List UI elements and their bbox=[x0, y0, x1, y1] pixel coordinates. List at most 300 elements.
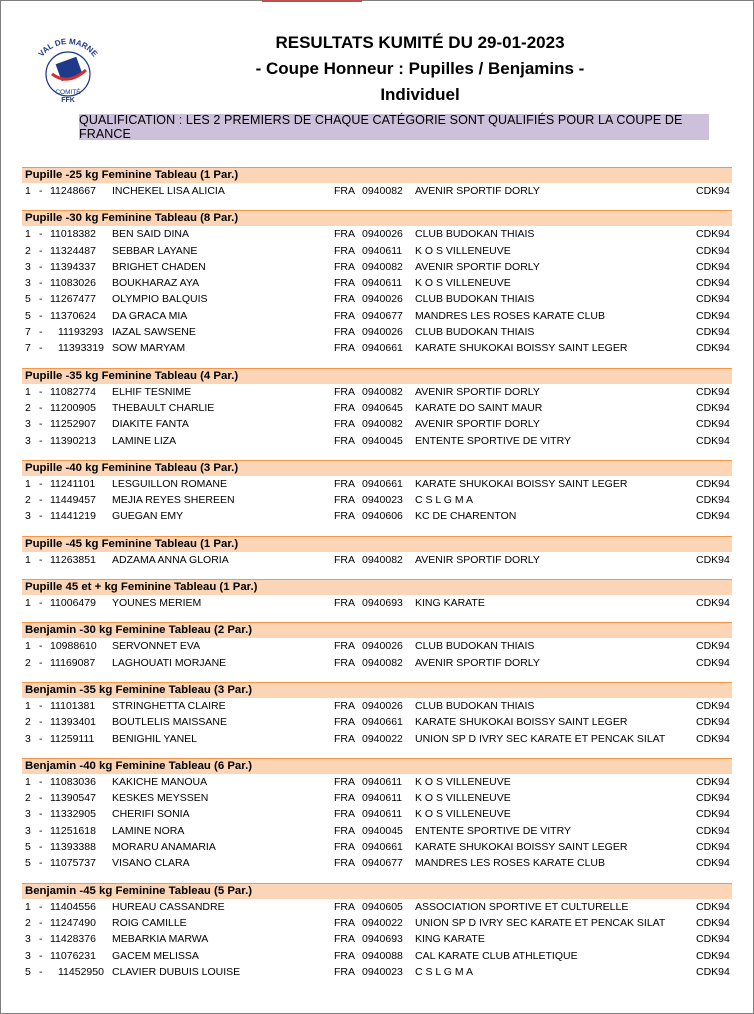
result-license: 11082774 bbox=[50, 385, 96, 398]
result-rank: 1 bbox=[25, 597, 31, 610]
result-club-name: AVENIR SPORTIF DORLY bbox=[415, 385, 540, 398]
category-header: Benjamin -35 kg Feminine Tableau (3 Par.) bbox=[22, 682, 732, 698]
result-license: 11075737 bbox=[50, 857, 96, 870]
result-department: CDK94 bbox=[696, 418, 730, 431]
result-department: CDK94 bbox=[696, 965, 730, 978]
result-nationality: FRA bbox=[334, 385, 355, 398]
result-license: 11370624 bbox=[50, 309, 96, 322]
result-license: 11006479 bbox=[50, 597, 96, 610]
result-department: CDK94 bbox=[696, 228, 730, 241]
result-department: CDK94 bbox=[696, 792, 730, 805]
result-license: 11252907 bbox=[50, 418, 96, 431]
result-club-name: AVENIR SPORTIF DORLY bbox=[415, 656, 540, 669]
result-department: CDK94 bbox=[696, 326, 730, 339]
result-nationality: FRA bbox=[334, 553, 355, 566]
page-title: RESULTATS KUMITÉ DU 29-01-2023 bbox=[275, 33, 565, 52]
result-athlete-name: GUEGAN EMY bbox=[112, 510, 184, 523]
result-club-name: K O S VILLENEUVE bbox=[415, 775, 511, 788]
result-club-code: 0940082 bbox=[362, 553, 403, 566]
result-athlete-name: BOUKHARAZ AYA bbox=[112, 277, 200, 290]
result-nationality: FRA bbox=[334, 510, 355, 523]
result-license: 11452950 bbox=[58, 965, 104, 978]
result-row bbox=[22, 655, 732, 671]
result-row bbox=[22, 855, 732, 871]
result-club-name: KING KARATE bbox=[415, 933, 485, 946]
result-athlete-name: THEBAULT CHARLIE bbox=[112, 401, 215, 414]
result-club-code: 0940026 bbox=[362, 293, 403, 306]
result-separator: - bbox=[39, 916, 43, 929]
result-license: 11076231 bbox=[50, 949, 96, 962]
result-club-name: KARATE SHUKOKAI BOISSY SAINT LEGER bbox=[415, 477, 628, 490]
result-department: CDK94 bbox=[696, 260, 730, 273]
result-separator: - bbox=[39, 228, 43, 241]
result-rank: 1 bbox=[25, 640, 31, 653]
result-nationality: FRA bbox=[334, 716, 355, 729]
result-row bbox=[22, 790, 732, 806]
result-club-code: 0940693 bbox=[362, 597, 403, 610]
result-row bbox=[22, 400, 732, 416]
result-row bbox=[22, 476, 732, 492]
result-separator: - bbox=[39, 185, 43, 197]
result-license: 11169087 bbox=[50, 656, 96, 669]
result-rank: 1 bbox=[25, 477, 31, 490]
result-row bbox=[22, 698, 732, 714]
result-club-name: CLUB BUDOKAN THIAIS bbox=[415, 293, 535, 306]
result-nationality: FRA bbox=[334, 277, 355, 290]
logo-comite-text: COMITÉ bbox=[55, 89, 81, 96]
result-club-code: 0940026 bbox=[362, 699, 403, 712]
result-row bbox=[22, 552, 732, 568]
result-athlete-name: MORARU ANAMARIA bbox=[112, 841, 216, 854]
category-header: Pupille -30 kg Feminine Tableau (8 Par.) bbox=[22, 210, 732, 226]
result-rank: 7 bbox=[25, 326, 31, 339]
result-nationality: FRA bbox=[334, 342, 355, 355]
result-rank: 2 bbox=[25, 716, 31, 729]
result-department: CDK94 bbox=[696, 477, 730, 490]
result-separator: - bbox=[39, 244, 43, 257]
result-license: 11393401 bbox=[50, 716, 96, 729]
result-club-code: 0940082 bbox=[362, 385, 403, 398]
result-nationality: FRA bbox=[334, 949, 355, 962]
result-club-name: K O S VILLENEUVE bbox=[415, 792, 511, 805]
result-athlete-name: DIAKITE FANTA bbox=[112, 418, 189, 431]
result-club-code: 0940022 bbox=[362, 916, 403, 929]
result-department: CDK94 bbox=[696, 775, 730, 788]
result-rank: 2 bbox=[25, 916, 31, 929]
result-rank: 2 bbox=[25, 401, 31, 414]
result-nationality: FRA bbox=[334, 808, 355, 821]
result-rank: 3 bbox=[25, 260, 31, 273]
result-department: CDK94 bbox=[696, 510, 730, 523]
result-club-name: UNION SP D IVRY SEC KARATE ET PENCAK SILAT bbox=[415, 732, 666, 745]
result-separator: - bbox=[39, 699, 43, 712]
result-department: CDK94 bbox=[696, 309, 730, 322]
result-club-code: 0940611 bbox=[362, 792, 403, 805]
result-separator: - bbox=[39, 949, 43, 962]
result-row bbox=[22, 638, 732, 654]
result-athlete-name: ROIG CAMILLE bbox=[112, 916, 187, 929]
result-separator: - bbox=[39, 732, 43, 745]
result-license: 11394337 bbox=[50, 260, 96, 273]
category-section bbox=[22, 368, 732, 449]
result-separator: - bbox=[39, 808, 43, 821]
result-athlete-name: BENIGHIL YANEL bbox=[112, 732, 198, 745]
result-rank: 1 bbox=[25, 553, 31, 566]
result-department: CDK94 bbox=[696, 494, 730, 507]
result-separator: - bbox=[39, 494, 43, 507]
result-athlete-name: STRINGHETTA CLAIRE bbox=[112, 699, 226, 712]
result-nationality: FRA bbox=[334, 775, 355, 788]
result-separator: - bbox=[39, 385, 43, 398]
result-department: CDK94 bbox=[696, 385, 730, 398]
result-club-code: 0940045 bbox=[362, 824, 403, 837]
result-nationality: FRA bbox=[334, 732, 355, 745]
result-separator: - bbox=[39, 418, 43, 431]
category-header: Pupille 45 et + kg Feminine Tableau (1 Par.) bbox=[22, 579, 732, 595]
result-nationality: FRA bbox=[334, 494, 355, 507]
result-club-code: 0940082 bbox=[362, 418, 403, 431]
result-license: 11324487 bbox=[50, 244, 96, 257]
result-separator: - bbox=[39, 477, 43, 490]
result-club-code: 0940661 bbox=[362, 477, 403, 490]
result-row bbox=[22, 948, 732, 964]
result-athlete-name: BRIGHET CHADEN bbox=[112, 260, 206, 273]
result-nationality: FRA bbox=[334, 418, 355, 431]
result-department: CDK94 bbox=[696, 900, 730, 913]
result-row bbox=[22, 226, 732, 242]
result-license: 11018382 bbox=[50, 228, 96, 241]
result-athlete-name: LESGUILLON ROMANE bbox=[112, 477, 227, 490]
result-license: 11200905 bbox=[50, 401, 96, 414]
result-club-code: 0940693 bbox=[362, 933, 403, 946]
result-separator: - bbox=[39, 775, 43, 788]
result-license: 11083036 bbox=[50, 775, 96, 788]
result-club-name: KING KARATE bbox=[415, 597, 485, 610]
top-accent-line bbox=[262, 0, 362, 2]
result-club-name: CLUB BUDOKAN THIAIS bbox=[415, 699, 535, 712]
result-license: 11393388 bbox=[50, 841, 96, 854]
result-department: CDK94 bbox=[696, 857, 730, 870]
result-department: CDK94 bbox=[696, 656, 730, 669]
result-separator: - bbox=[39, 309, 43, 322]
ffk-val-de-marne-logo bbox=[28, 34, 108, 104]
result-license: 11404556 bbox=[50, 900, 96, 913]
result-separator: - bbox=[39, 260, 43, 273]
result-club-code: 0940026 bbox=[362, 326, 403, 339]
result-rank: 3 bbox=[25, 808, 31, 821]
result-club-name: ASSOCIATION SPORTIVE ET CULTURELLE bbox=[415, 900, 629, 913]
logo-arc-text: VAL DE MARNE bbox=[36, 36, 100, 59]
result-athlete-name: IAZAL SAWSENE bbox=[112, 326, 196, 339]
result-license: 11248667 bbox=[50, 185, 96, 197]
result-separator: - bbox=[39, 900, 43, 913]
result-club-code: 0940661 bbox=[362, 342, 403, 355]
result-separator: - bbox=[39, 933, 43, 946]
page-subtitle: - Coupe Honneur : Pupilles / Benjamins - bbox=[255, 59, 585, 78]
result-rank: 1 bbox=[25, 385, 31, 398]
result-department: CDK94 bbox=[696, 293, 730, 306]
svg-text:VAL DE MARNE bbox=[37, 37, 100, 59]
result-nationality: FRA bbox=[334, 841, 355, 854]
result-license: 11393319 bbox=[58, 342, 104, 355]
result-rank: 2 bbox=[25, 792, 31, 805]
result-nationality: FRA bbox=[334, 916, 355, 929]
qualification-banner: QUALIFICATION : LES 2 PREMIERS DE CHAQUE CATÉGORIE SONT QUALIFIÉS POUR LA COUPE DE FRANCE bbox=[79, 114, 709, 140]
result-separator: - bbox=[39, 857, 43, 870]
result-separator: - bbox=[39, 277, 43, 290]
result-club-name: KARATE SHUKOKAI BOISSY SAINT LEGER bbox=[415, 716, 628, 729]
result-athlete-name: HUREAU CASSANDRE bbox=[112, 900, 225, 913]
result-club-name: K O S VILLENEUVE bbox=[415, 277, 511, 290]
result-license: 11263851 bbox=[50, 553, 96, 566]
result-athlete-name: ELHIF TESNIME bbox=[112, 385, 192, 398]
result-athlete-name: ADZAMA ANNA GLORIA bbox=[112, 553, 229, 566]
result-nationality: FRA bbox=[334, 293, 355, 306]
result-athlete-name: SEBBAR LAYANE bbox=[112, 244, 198, 257]
result-rank: 5 bbox=[25, 309, 31, 322]
result-club-name: CLUB BUDOKAN THIAIS bbox=[415, 326, 535, 339]
result-athlete-name: BEN SAID DINA bbox=[112, 228, 190, 241]
result-club-name: CLUB BUDOKAN THIAIS bbox=[415, 640, 535, 653]
result-row bbox=[22, 259, 732, 275]
result-nationality: FRA bbox=[334, 965, 355, 978]
result-rank: 3 bbox=[25, 949, 31, 962]
result-nationality: FRA bbox=[334, 656, 355, 669]
result-license: 11390213 bbox=[50, 434, 96, 447]
result-separator: - bbox=[39, 553, 43, 566]
result-club-code: 0940082 bbox=[362, 260, 403, 273]
result-row bbox=[22, 931, 732, 947]
result-club-name: AVENIR SPORTIF DORLY bbox=[415, 260, 540, 273]
result-rank: 2 bbox=[25, 656, 31, 669]
result-department: CDK94 bbox=[696, 732, 730, 745]
category-header: Pupille -45 kg Feminine Tableau (1 Par.) bbox=[22, 536, 732, 552]
result-license: 11193293 bbox=[58, 326, 104, 339]
result-club-code: 0940677 bbox=[362, 309, 403, 322]
result-rank: 3 bbox=[25, 418, 31, 431]
result-nationality: FRA bbox=[334, 933, 355, 946]
result-club-code: 0940661 bbox=[362, 841, 403, 854]
category-section bbox=[22, 622, 732, 671]
result-rank: 5 bbox=[25, 841, 31, 854]
result-club-code: 0940023 bbox=[362, 494, 403, 507]
result-license: 11083026 bbox=[50, 277, 96, 290]
result-athlete-name: GACEM MELISSA bbox=[112, 949, 199, 962]
result-athlete-name: KAKICHE MANOUA bbox=[112, 775, 208, 788]
result-row bbox=[22, 839, 732, 855]
result-club-name: KARATE SHUKOKAI BOISSY SAINT LEGER bbox=[415, 342, 628, 355]
result-department: CDK94 bbox=[696, 597, 730, 610]
results-list bbox=[22, 167, 732, 991]
result-club-name: ENTENTE SPORTIVE DE VITRY bbox=[415, 434, 571, 447]
result-nationality: FRA bbox=[334, 477, 355, 490]
result-athlete-name: VISANO CLARA bbox=[112, 857, 190, 870]
result-separator: - bbox=[39, 656, 43, 669]
result-department: CDK94 bbox=[696, 916, 730, 929]
result-club-name: CLUB BUDOKAN THIAIS bbox=[415, 228, 535, 241]
category-section bbox=[22, 460, 732, 525]
category-section bbox=[22, 210, 732, 356]
result-athlete-name: MEBARKIA MARWA bbox=[112, 933, 209, 946]
result-nationality: FRA bbox=[334, 260, 355, 273]
result-athlete-name: MEJIA REYES SHEREEN bbox=[112, 494, 235, 507]
result-separator: - bbox=[39, 342, 43, 355]
result-license: 11247490 bbox=[50, 916, 96, 929]
result-rank: 2 bbox=[25, 494, 31, 507]
result-club-name: AVENIR SPORTIF DORLY bbox=[415, 418, 540, 431]
result-nationality: FRA bbox=[334, 434, 355, 447]
result-department: CDK94 bbox=[696, 949, 730, 962]
category-header: Benjamin -45 kg Feminine Tableau (5 Par.) bbox=[22, 883, 732, 899]
result-nationality: FRA bbox=[334, 857, 355, 870]
category-section bbox=[22, 536, 732, 568]
result-row bbox=[22, 915, 732, 931]
result-nationality: FRA bbox=[334, 900, 355, 913]
result-separator: - bbox=[39, 824, 43, 837]
result-department: CDK94 bbox=[696, 434, 730, 447]
result-club-code: 0940611 bbox=[362, 808, 403, 821]
result-separator: - bbox=[39, 597, 43, 610]
result-nationality: FRA bbox=[334, 824, 355, 837]
result-row bbox=[22, 243, 732, 259]
result-club-code: 0940026 bbox=[362, 228, 403, 241]
result-license: 11251618 bbox=[50, 824, 96, 837]
result-rank: 2 bbox=[25, 244, 31, 257]
result-club-code: 0940677 bbox=[362, 857, 403, 870]
result-club-name: UNION SP D IVRY SEC KARATE ET PENCAK SILAT bbox=[415, 916, 666, 929]
category-header: Pupille -25 kg Feminine Tableau (1 Par.) bbox=[22, 167, 732, 183]
result-department: CDK94 bbox=[696, 553, 730, 566]
category-section bbox=[22, 758, 732, 872]
result-row bbox=[22, 714, 732, 730]
result-license: 11259111 bbox=[50, 732, 95, 745]
result-license: 11441219 bbox=[50, 510, 96, 523]
result-athlete-name: KESKES MEYSSEN bbox=[112, 792, 209, 805]
result-row bbox=[22, 183, 732, 199]
result-department: CDK94 bbox=[696, 933, 730, 946]
result-department: CDK94 bbox=[696, 808, 730, 821]
result-rank: 3 bbox=[25, 732, 31, 745]
result-row bbox=[22, 731, 732, 747]
result-separator: - bbox=[39, 841, 43, 854]
result-club-code: 0940605 bbox=[362, 900, 403, 913]
result-club-name: K O S VILLENEUVE bbox=[415, 808, 511, 821]
result-club-code: 0940045 bbox=[362, 434, 403, 447]
result-row bbox=[22, 508, 732, 524]
result-rank: 1 bbox=[25, 185, 31, 197]
result-separator: - bbox=[39, 716, 43, 729]
result-nationality: FRA bbox=[334, 244, 355, 257]
result-license: 11390547 bbox=[50, 792, 96, 805]
result-row bbox=[22, 324, 732, 340]
result-athlete-name: CHERIFI SONIA bbox=[112, 808, 190, 821]
result-license: 11449457 bbox=[50, 494, 96, 507]
result-rank: 5 bbox=[25, 965, 31, 978]
result-license: 11241101 bbox=[50, 477, 96, 490]
category-header: Pupille -35 kg Feminine Tableau (4 Par.) bbox=[22, 368, 732, 384]
category-section bbox=[22, 883, 732, 980]
result-license: 11332905 bbox=[50, 808, 96, 821]
result-row bbox=[22, 433, 732, 449]
result-club-code: 0940023 bbox=[362, 965, 403, 978]
result-club-name: K O S VILLENEUVE bbox=[415, 244, 511, 257]
result-club-name: MANDRES LES ROSES KARATE CLUB bbox=[415, 857, 606, 870]
result-club-name: ENTENTE SPORTIVE DE VITRY bbox=[415, 824, 571, 837]
result-separator: - bbox=[39, 792, 43, 805]
logo-ffk-text: FFK bbox=[61, 97, 75, 104]
result-rank: 3 bbox=[25, 510, 31, 523]
result-row bbox=[22, 291, 732, 307]
result-athlete-name: LAMINE LIZA bbox=[112, 434, 177, 447]
result-club-name: KARATE SHUKOKAI BOISSY SAINT LEGER bbox=[415, 841, 628, 854]
result-rank: 3 bbox=[25, 277, 31, 290]
result-club-code: 0940082 bbox=[362, 185, 403, 197]
category-header: Benjamin -40 kg Feminine Tableau (6 Par.) bbox=[22, 758, 732, 774]
result-club-code: 0940611 bbox=[362, 775, 403, 788]
result-department: CDK94 bbox=[696, 342, 730, 355]
result-separator: - bbox=[39, 510, 43, 523]
result-nationality: FRA bbox=[334, 228, 355, 241]
result-row bbox=[22, 595, 732, 611]
result-department: CDK94 bbox=[696, 244, 730, 257]
result-separator: - bbox=[39, 401, 43, 414]
result-club-name: AVENIR SPORTIF DORLY bbox=[415, 185, 540, 197]
page-subtitle-2: Individuel bbox=[380, 85, 460, 104]
result-row bbox=[22, 275, 732, 291]
result-club-code: 0940611 bbox=[362, 277, 403, 290]
result-athlete-name: OLYMPIO BALQUIS bbox=[112, 293, 208, 306]
result-rank: 1 bbox=[25, 228, 31, 241]
result-row bbox=[22, 823, 732, 839]
result-rank: 3 bbox=[25, 824, 31, 837]
result-club-name: AVENIR SPORTIF DORLY bbox=[415, 553, 540, 566]
result-athlete-name: DA GRACA MIA bbox=[112, 309, 188, 322]
result-rank: 3 bbox=[25, 434, 31, 447]
result-nationality: FRA bbox=[334, 792, 355, 805]
result-nationality: FRA bbox=[334, 185, 355, 197]
result-athlete-name: INCHEKEL LISA ALICIA bbox=[112, 185, 225, 197]
result-athlete-name: SERVONNET EVA bbox=[112, 640, 201, 653]
result-row bbox=[22, 308, 732, 324]
result-department: CDK94 bbox=[696, 716, 730, 729]
result-rank: 5 bbox=[25, 293, 31, 306]
result-nationality: FRA bbox=[334, 597, 355, 610]
result-club-code: 0940611 bbox=[362, 244, 403, 257]
result-club-code: 0940645 bbox=[362, 401, 403, 414]
result-row bbox=[22, 416, 732, 432]
result-row bbox=[22, 806, 732, 822]
result-club-name: C S L G M A bbox=[415, 494, 473, 507]
result-nationality: FRA bbox=[334, 401, 355, 414]
result-department: CDK94 bbox=[696, 401, 730, 414]
result-nationality: FRA bbox=[334, 309, 355, 322]
category-header: Benjamin -30 kg Feminine Tableau (2 Par.) bbox=[22, 622, 732, 638]
result-club-name: C S L G M A bbox=[415, 965, 473, 978]
result-club-name: CAL KARATE CLUB ATHLETIQUE bbox=[415, 949, 578, 962]
result-athlete-name: LAMINE NORA bbox=[112, 824, 185, 837]
result-athlete-name: LAGHOUATI MORJANE bbox=[112, 656, 227, 669]
result-rank: 5 bbox=[25, 857, 31, 870]
result-row bbox=[22, 774, 732, 790]
result-department: CDK94 bbox=[696, 277, 730, 290]
result-separator: - bbox=[39, 640, 43, 653]
category-section bbox=[22, 682, 732, 747]
result-club-code: 0940606 bbox=[362, 510, 403, 523]
result-department: CDK94 bbox=[696, 640, 730, 653]
result-separator: - bbox=[39, 434, 43, 447]
result-row bbox=[22, 964, 732, 980]
result-row bbox=[22, 340, 732, 356]
